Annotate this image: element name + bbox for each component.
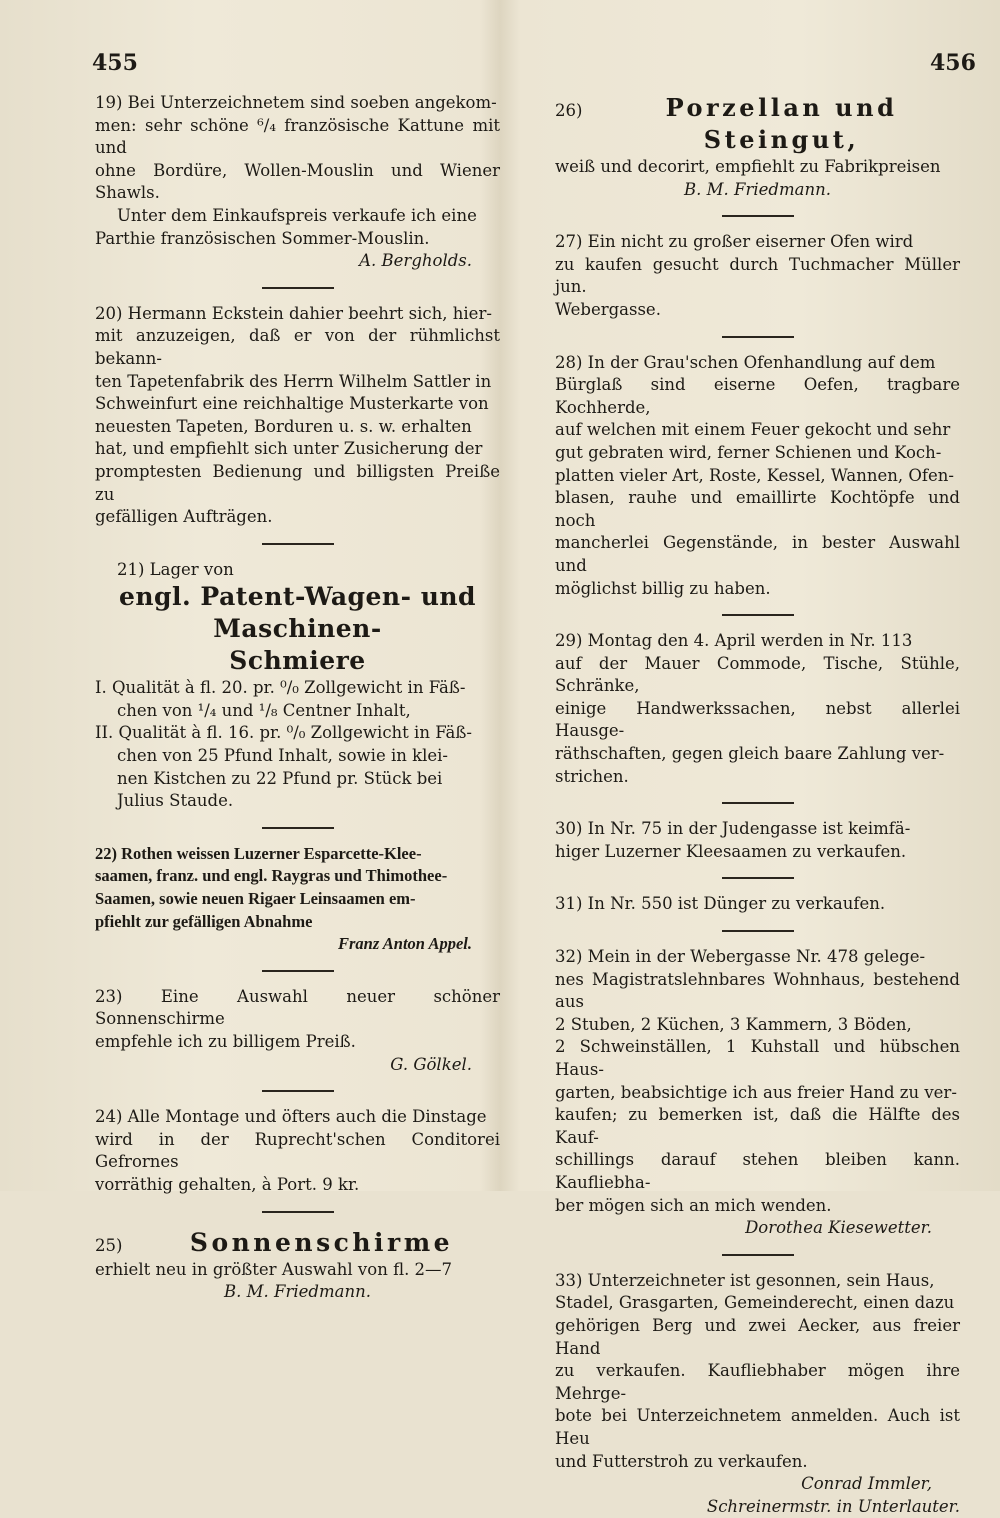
ad-29 [555,630,960,788]
separator-rule [262,970,334,972]
ad-line: 2 Stuben, 2 Küchen, 3 Kammern, 3 Böden, [555,1014,912,1034]
separator-rule [722,336,794,338]
separator-rule [722,1254,794,1256]
ad-line: nen Kistchen zu 22 Pfund pr. Stück bei [117,768,443,788]
ad-line: chen von ¹/₄ und ¹/₈ Centner Inhalt, [117,700,411,720]
ad-line: schillings darauf stehen bleiben kann. Kaufliebha- [555,1150,960,1192]
ad-line: weiß und decorirt, empfiehlt zu Fabrikpreisen [555,157,941,176]
ad-26 [555,92,960,201]
ad-line: 27) Ein nicht zu großer eiserner Ofen wird [555,232,914,252]
ad-signature: B. M. Friedmann. [224,1282,371,1302]
ad-heading: Sonnenschirme [189,1227,454,1257]
ad-line: Saamen, sowie neuen Rigaer Leinsaamen em- [95,889,416,909]
ad-line: 30) In Nr. 75 in der Judengasse ist keimfä- [555,819,911,839]
ad-line: 22) Rothen weissen Luzerner Esparcette-Klee- [95,843,422,863]
ad-heading-row [555,92,960,156]
ad-signature: Conrad Immler, [801,1474,932,1494]
ad-line: und Futterstroh zu verkaufen. [555,1451,808,1471]
ad-line: promptesten Bedienung und billigsten Preiße zu [95,461,500,504]
ad-line: 19) Bei Unterzeichnetem sind soeben angekom- [95,93,497,112]
ad-line: higer Luzerner Kleesaamen zu verkaufen. [555,841,907,861]
ad-line: strichen. [555,766,629,786]
ad-line: Parthie französischen Sommer-Mouslin. [95,228,430,248]
ad-line: Webergasse. [555,299,661,319]
ad-line: erhielt neu in größter Auswahl von fl. 2—7 [95,1259,453,1279]
ad-line: räthschaften, gegen gleich baare Zahlung ver- [555,744,945,764]
ad-line: zu kaufen gesucht durch Tuchmacher Müller jun. [555,254,960,297]
ad-line: vorräthig gehalten, à Port. 9 kr. [95,1174,360,1194]
ad-line: men: sehr schöne ⁶/₄ französische Kattune mit und [95,115,500,158]
ad-signature: Franz Anton Appel. [337,934,472,954]
ad-22 [95,843,500,956]
separator-rule [722,614,794,616]
ad-heading: engl. Patent-Wagen- und Maschinen- [118,582,477,644]
ad-32 [555,946,960,1240]
ad-signature: Dorothea Kiesewetter. [745,1218,932,1238]
separator-rule [722,930,794,932]
ad-28 [555,352,960,601]
ad-intro: 21) Lager von [117,559,234,579]
ad-line: platten vieler Art, Roste, Kessel, Wannen, Ofen- [555,465,954,485]
ad-line: nes Magistratslehnbares Wohnhaus, bestehend aus [555,969,960,1012]
ad-line: neuesten Tapeten, Borduren u. s. w. erhalten [95,416,472,436]
separator-rule [262,287,334,289]
ad-signature: B. M. Friedmann. [684,179,831,199]
ad-line: Bürglaß sind eiserne Oefen, tragbare Kochherde, [555,375,960,417]
ad-line: ohne Bordüre, Wollen-Mouslin und Wiener Shawls. [95,160,500,203]
ad-24 [95,1106,500,1196]
ad-line: 31) In Nr. 550 ist Dünger zu verkaufen. [555,894,886,914]
ad-23 [95,986,500,1076]
ad-33 [555,1270,960,1518]
ad-line: Julius Staude. [117,791,234,811]
separator-rule [262,1211,334,1213]
ad-line: einige Handwerkssachen, nebst allerlei Hausge- [555,698,960,741]
ad-signature: Schreinermstr. in Unterlauter. [706,1496,960,1516]
ad-line: 2 Schweinställen, 1 Kuhstall und hübschen Haus- [555,1037,960,1079]
right-column [555,92,960,1518]
ad-line: 28) In der Grau'schen Ofenhandlung auf dem [555,352,936,372]
ad-line: 29) Montag den 4. April werden in Nr. 113 [555,631,913,651]
ad-30 [555,818,960,863]
ad-line: mancherlei Gegenstände, in bester Auswahl und [555,533,960,575]
separator-rule [262,543,334,545]
ad-line: pfiehlt zur gefälligen Abnahme [95,911,313,931]
ad-line: auf welchen mit einem Feuer gekocht und sehr [555,420,951,440]
ad-heading: Schmiere [229,646,366,676]
ad-line: 23) Eine Auswahl neuer schöner Sonnenschirme [95,986,500,1029]
ad-line: auf der Mauer Commode, Tische, Stühle, Schränke, [555,653,960,696]
ad-line: mit anzuzeigen, daß er von der rühmlichst bekann- [95,326,500,368]
ad-line: gehörigen Berg und zwei Aecker, aus freier Hand [555,1315,960,1358]
separator-rule [722,802,794,804]
ad-line: gut gebraten wird, ferner Schienen und Koch- [555,442,942,462]
separator-rule [262,1090,334,1092]
ad-line: ber mögen sich an mich wenden. [555,1195,832,1215]
ad-line: II. Qualität à fl. 16. pr. ⁰/₀ Zollgewicht in Fäß- [95,723,472,743]
ad-line: blasen, rauhe und emaillirte Kochtöpfe und noch [555,488,960,530]
ad-line: chen von 25 Pfund Inhalt, sowie in klei- [117,746,448,766]
ad-line: I. Qualität à fl. 20. pr. ⁰/₀ Zollgewicht in Fäß- [95,678,466,698]
ad-line: zu verkaufen. Kaufliebhaber mögen ihre Mehrge- [555,1361,960,1403]
ad-line: 20) Hermann Eckstein dahier beehrt sich, hier- [95,303,492,323]
ad-heading: Porzellan und Steingut, [665,93,898,154]
ad-line: Unter dem Einkaufspreis verkaufe ich eine [117,205,477,225]
ad-19 [95,92,500,273]
ad-line: bote bei Unterzeichnetem anmelden. Auch ist Heu [555,1406,960,1448]
ad-line: Schweinfurt eine reichhaltige Musterkarte von [95,394,489,414]
ad-line: saamen, franz. und engl. Raygras und Thimothee- [95,866,448,886]
ad-number: 25) [95,1235,123,1255]
ad-line: 24) Alle Montage und öfters auch die Dinstage [95,1107,487,1127]
ad-line: kaufen; zu bemerken ist, daß die Hälfte des Kauf- [555,1105,960,1147]
separator-rule [262,827,334,829]
ad-heading-row [95,1227,500,1259]
ad-signature: G. Gölkel. [390,1054,472,1074]
ad-20 [95,303,500,529]
ad-line: möglichst billig zu haben. [555,578,771,598]
page-number-right: 456 [930,50,976,76]
ad-31 [555,893,960,916]
ad-line: hat, und empfiehlt sich unter Zusicherung der [95,439,483,459]
ad-25 [95,1227,500,1304]
separator-rule [722,877,794,879]
ad-21 [95,559,500,813]
ad-line: 32) Mein in der Webergasse Nr. 478 gelege- [555,947,926,967]
page-number-left: 455 [92,50,138,76]
ad-27 [555,231,960,321]
ad-signature: A. Bergholds. [359,251,472,271]
ad-line: Stadel, Grasgarten, Gemeinderecht, einen dazu [555,1293,955,1313]
ad-line: garten, beabsichtige ich aus freier Hand zu ver- [555,1082,957,1102]
left-column [95,92,500,1304]
ad-line: wird in der Ruprecht'schen Conditorei Gefrornes [95,1129,500,1172]
ad-line: gefälligen Aufträgen. [95,507,273,527]
ad-number: 26) [555,101,583,120]
separator-rule [722,215,794,217]
ad-line: ten Tapetenfabrik des Herrn Wilhelm Sattler in [95,371,492,391]
ad-line: empfehle ich zu billigem Preiß. [95,1032,356,1051]
ad-line: 33) Unterzeichneter ist gesonnen, sein Haus, [555,1270,935,1290]
